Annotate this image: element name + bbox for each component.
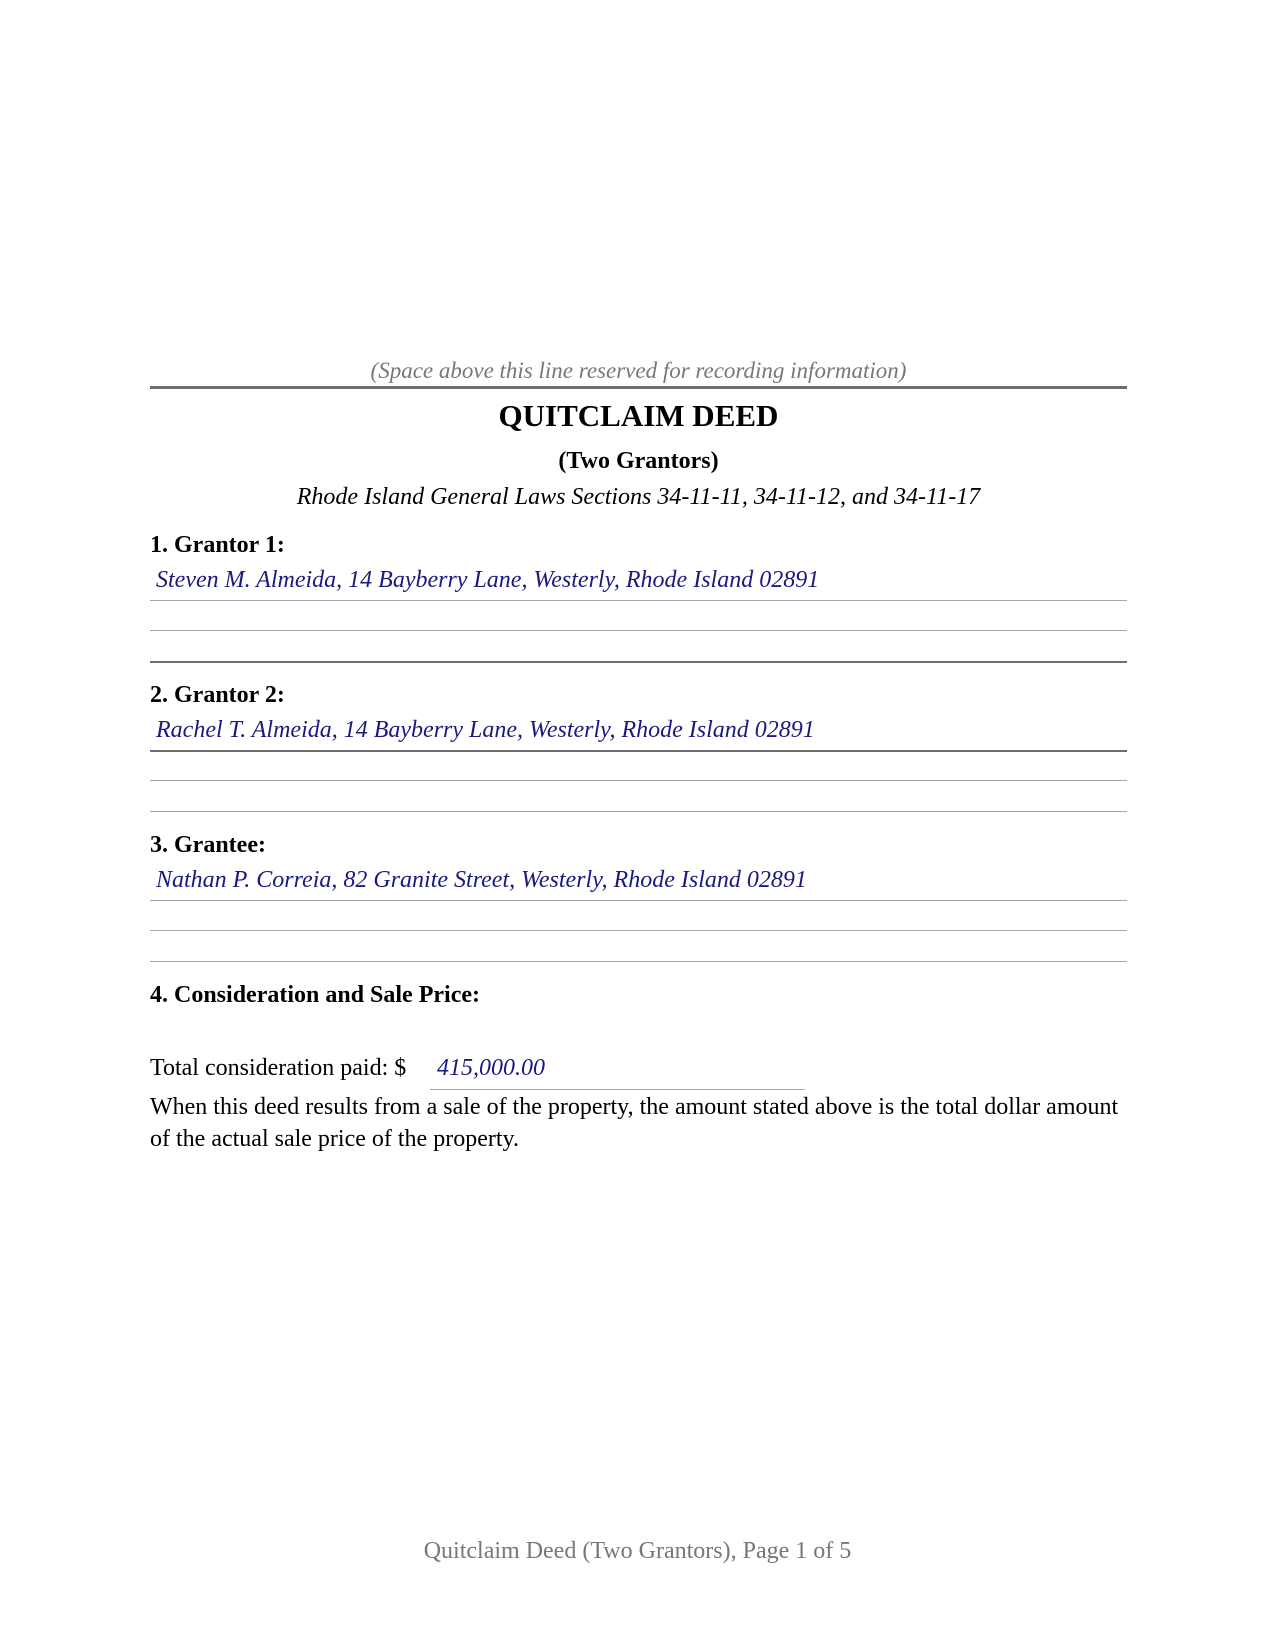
grantee-line-3 — [150, 961, 1127, 962]
grantor2-line-2 — [150, 780, 1127, 781]
consideration-note: When this deed results from a sale of the property, the amount stated above is the total dollar amount of the actual sale price of the property. — [150, 1094, 1119, 1152]
grantee-heading: 3. Grantee: — [150, 832, 266, 858]
statute-reference: Rhode Island General Laws Sections 34-11-11, 34-11-12, and 34-11-17 — [296, 484, 981, 510]
document-subtitle: (Two Grantors) — [558, 448, 719, 474]
grantor2-field[interactable]: Rachel T. Almeida, 14 Bayberry Lane, Westerly, Rhode Island 02891 — [156, 717, 815, 743]
consideration-amount: 415,000.00 — [437, 1055, 545, 1081]
page-footer: Quitclaim Deed (Two Grantors), Page 1 of 5 — [423, 1538, 852, 1564]
grantor2-heading: 2. Grantor 2: — [150, 682, 285, 708]
grantor1-line-3 — [150, 661, 1127, 663]
recording-divider — [150, 386, 1127, 389]
grantor2-line-3 — [150, 811, 1127, 812]
grantor1-line-2 — [150, 630, 1127, 631]
consideration-heading: 4. Consideration and Sale Price: — [150, 982, 480, 1008]
grantor1-heading: 1. Grantor 1: — [150, 532, 285, 558]
recording-note: (Space above this line reserved for recording information) — [370, 358, 907, 383]
consideration-label: Total consideration paid: $ — [150, 1055, 407, 1081]
grantee-line-2 — [150, 930, 1127, 931]
grantee-field[interactable]: Nathan P. Correia, 82 Granite Street, Westerly, Rhode Island 02891 — [156, 867, 807, 893]
grantor1-line-1 — [150, 600, 1127, 601]
consideration-amount-field[interactable] — [430, 1053, 805, 1090]
grantor2-line-1 — [150, 750, 1127, 752]
grantor1-field[interactable]: Steven M. Almeida, 14 Bayberry Lane, Westerly, Rhode Island 02891 — [156, 567, 820, 593]
document-title: QUITCLAIM DEED — [498, 398, 779, 433]
grantee-line-1 — [150, 900, 1127, 901]
